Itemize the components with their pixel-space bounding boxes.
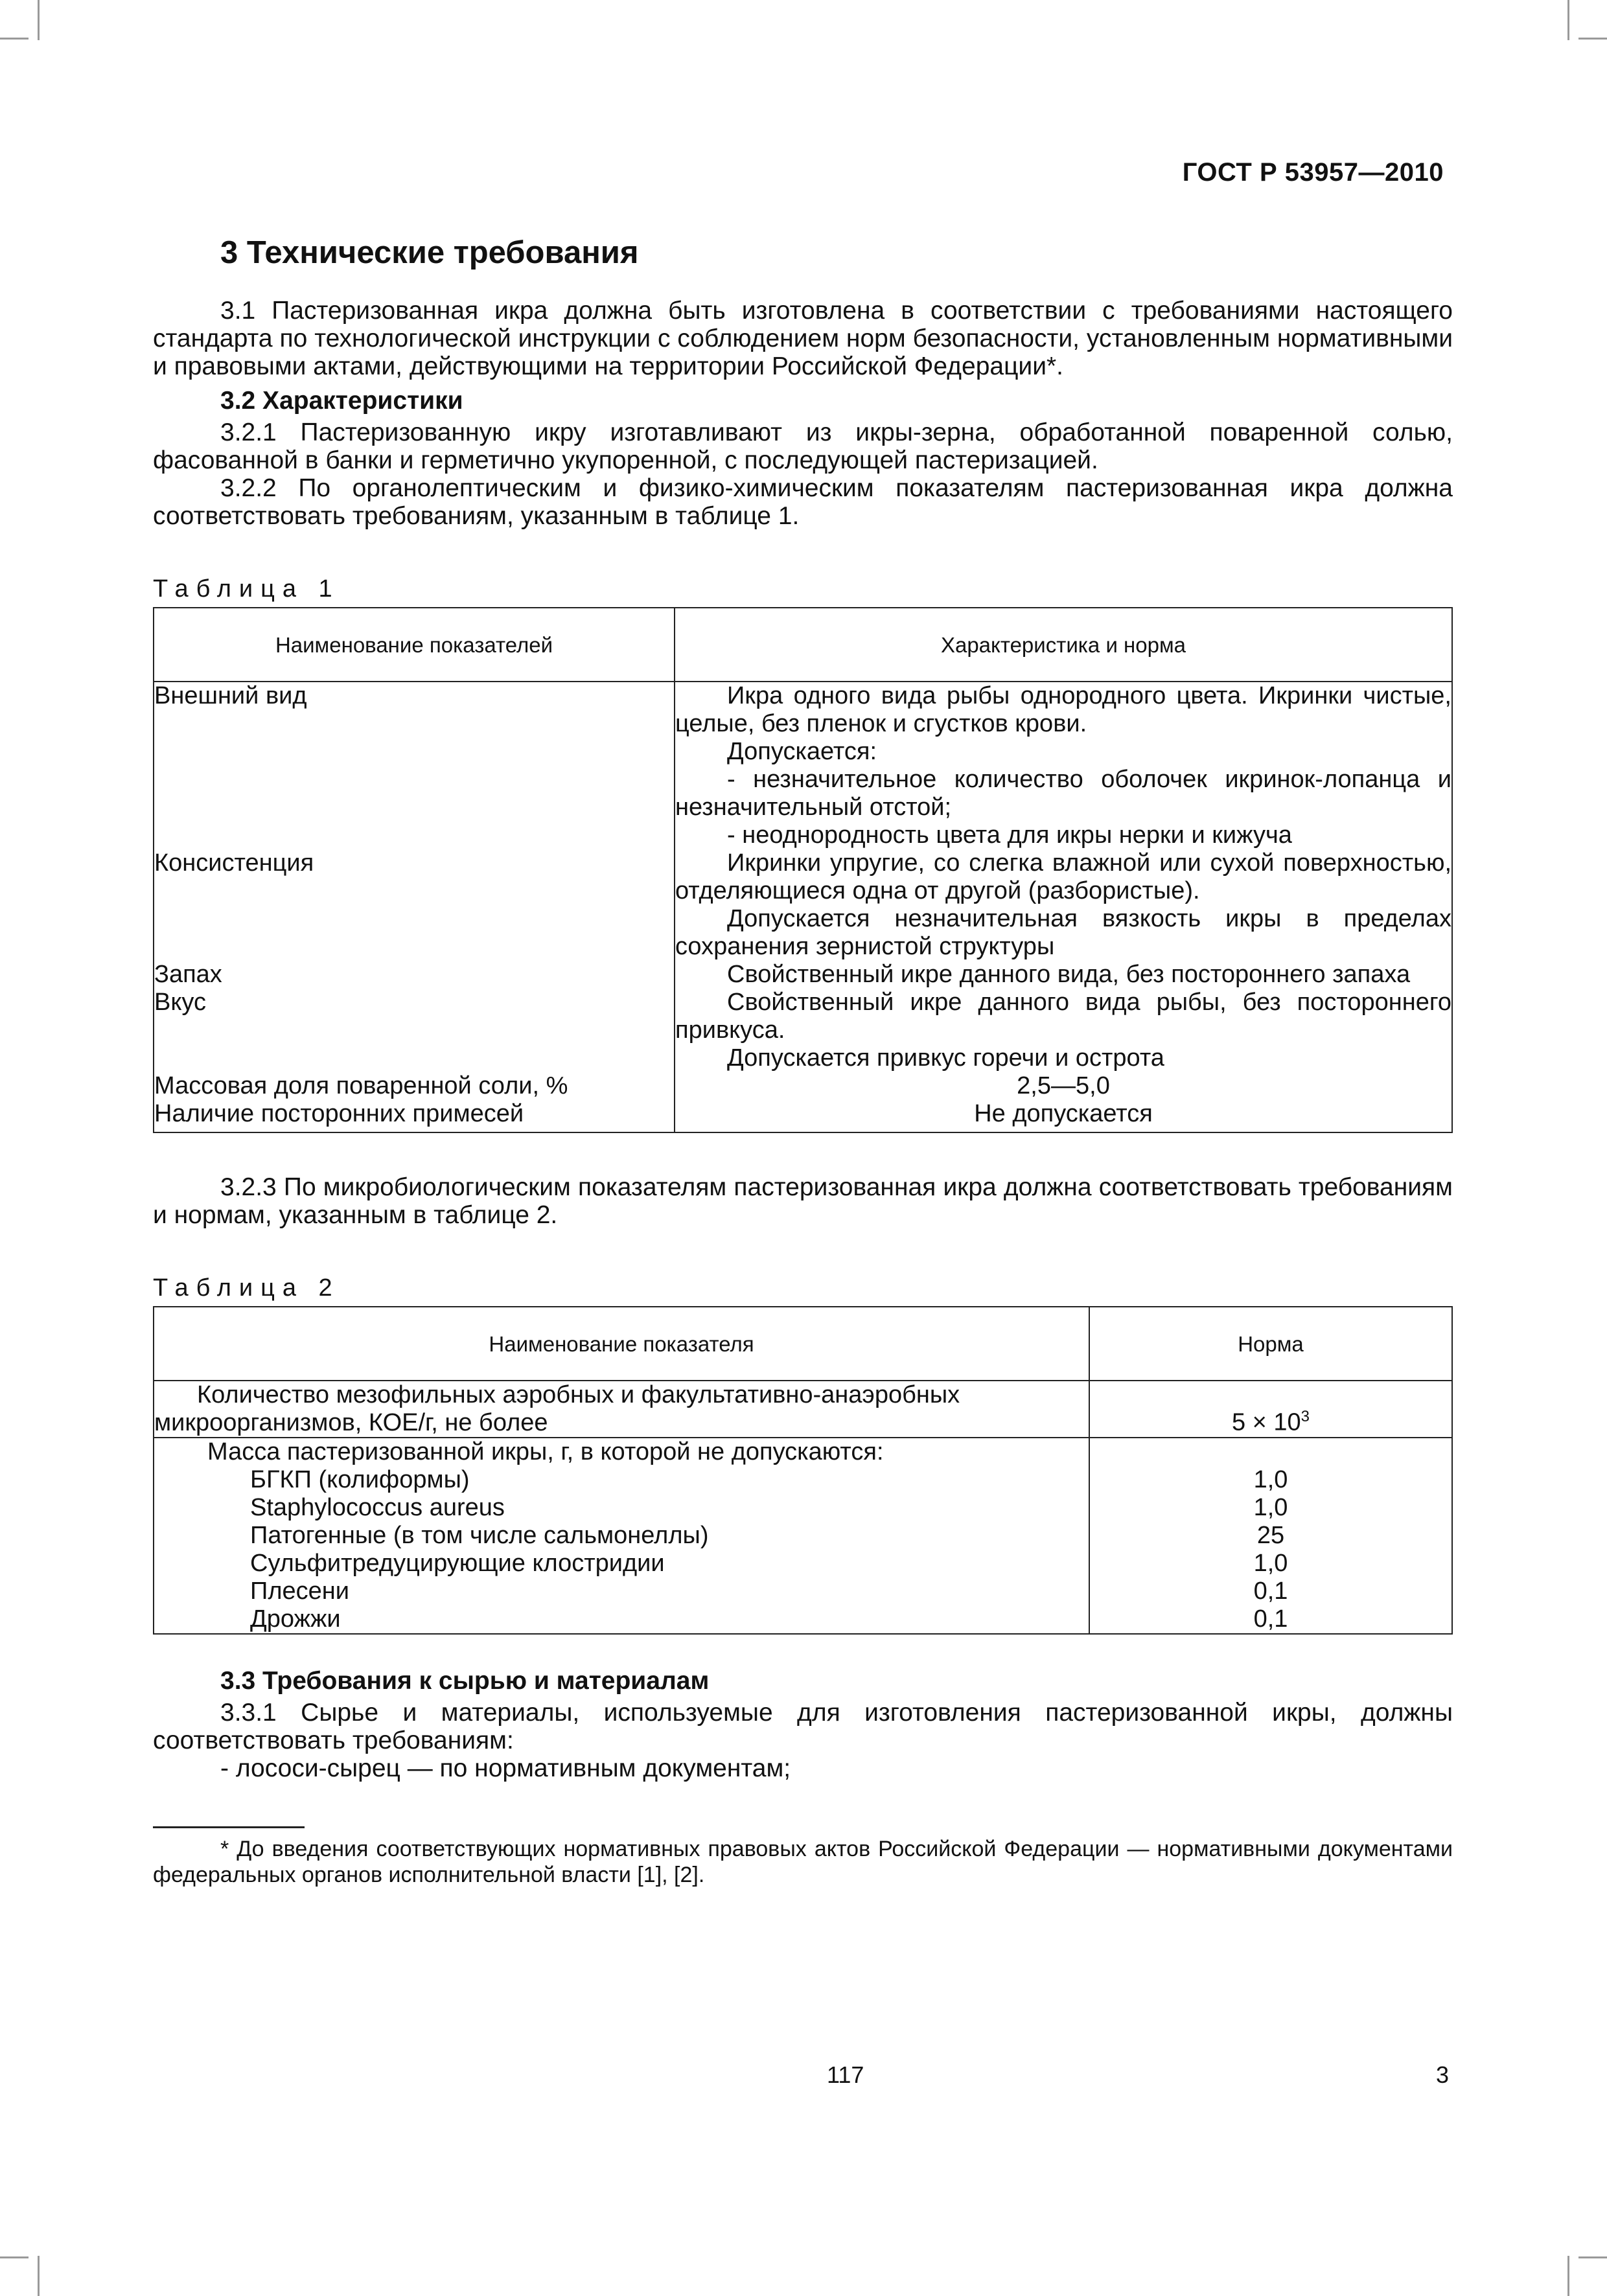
- list-value: 1,0: [1253, 1550, 1288, 1577]
- row-characteristic: [675, 682, 1452, 849]
- row-name: [154, 1438, 1089, 1634]
- footnote-divider: [153, 1826, 305, 1828]
- text-line: Количество мезофильных аэробных и факультативно-анаэробных микроорганизмов, КОЕ/г, не более: [154, 1381, 960, 1436]
- crop-mark: [0, 38, 29, 40]
- table-2: [153, 1306, 1453, 1635]
- table-1: [153, 607, 1453, 1133]
- section-title: 3 Технические требования: [220, 235, 639, 270]
- paragraph-3-3-1: 3.3.1 Сырье и материалы, используемые для изготовления пастеризованной икры, должны соответствовать требованиям:: [153, 1699, 1453, 1754]
- table-row: [154, 1438, 1452, 1634]
- text-line: Масса пастеризованной икры, г, в которой не допускаются:: [207, 1438, 884, 1465]
- document-code: ГОСТ Р 53957—2010: [1182, 158, 1444, 187]
- table-row: [154, 1381, 1452, 1438]
- paragraph-3-2-2: 3.2.2 По органолептическим и физико-химическим показателям пастеризованная икра должна соответствовать требованиям, указанным в таблице 1.: [153, 474, 1453, 530]
- list-value: 1,0: [1253, 1466, 1288, 1493]
- crop-mark: [1578, 38, 1607, 40]
- list-value: 0,1: [1253, 1605, 1288, 1633]
- table-row: [154, 961, 1452, 989]
- paragraph-3-1: 3.1 Пастеризованная икра должна быть изготовлена в соответствии с требованиями настоящего стандарта по технологической инструкции с соблюдением норм безопасности, установленным нормативными и правовыми актами, действующими на территории Российской Федерации*.: [153, 297, 1453, 380]
- text-line: Допускается привкус горечи и острота: [727, 1044, 1164, 1072]
- row-name: Вкус: [154, 989, 675, 1072]
- list-value: 25: [1256, 1522, 1285, 1549]
- list-item: БГКП (колиформы): [250, 1466, 470, 1493]
- text-line: Допускается незначительная вязкость икры в пределах сохранения зернистой структуры: [675, 905, 1451, 960]
- text-line: Допускается:: [727, 738, 877, 765]
- list-value: 0,1: [1253, 1578, 1288, 1605]
- text-line: Свойственный икре данного вида, без постороннего запаха: [727, 961, 1411, 988]
- crop-mark: [38, 0, 40, 40]
- table-2-header-norm: Норма: [1089, 1307, 1452, 1381]
- table-1-caption: Таблица 1: [153, 575, 340, 603]
- crop-mark: [38, 2256, 40, 2296]
- table-2-caption: Таблица 2: [153, 1274, 340, 1302]
- table-row: [154, 1072, 1452, 1100]
- heading-3-2: 3.2 Характеристики: [220, 387, 463, 415]
- row-value: 2,5—5,0: [675, 1072, 1452, 1100]
- text-line: - неоднородность цвета для икры нерки и кижуча: [727, 821, 1292, 849]
- list-item: Staphylococcus aureus: [250, 1494, 505, 1521]
- crop-mark: [1567, 0, 1569, 40]
- page-number: 3: [1435, 2061, 1449, 2088]
- heading-3-3: 3.3 Требования к сырью и материалам: [220, 1667, 710, 1695]
- row-value: [1089, 1438, 1452, 1634]
- value-exponent: 3: [1301, 1408, 1310, 1426]
- page-content: [153, 233, 1453, 1888]
- table-2-header-name: Наименование показателя: [154, 1307, 1089, 1381]
- text-line: Икринки упругие, со слегка влажной или сухой поверхностью, отделяющиеся одна от другой (разбористые).: [675, 849, 1451, 904]
- list-value: 1,0: [1253, 1494, 1288, 1521]
- paragraph-3-2-3: 3.2.3 По микробиологическим показателям пастеризованная икра должна соответствовать требованиям и нормам, указанным в таблице 2.: [153, 1173, 1453, 1229]
- list-item: Дрожжи: [250, 1605, 341, 1633]
- list-item: Плесени: [250, 1578, 349, 1605]
- table-row: [154, 849, 1452, 961]
- footnote: * До введения соответствующих нормативных правовых актов Российской Федерации — нормативными документами федеральных органов исполнительной власти [1], [2].: [153, 1837, 1453, 1887]
- crop-mark: [0, 2256, 29, 2258]
- text-line: Икра одного вида рыбы однородного цвета. Икринки чистые, целые, без пленок и сгустков крови.: [675, 682, 1451, 737]
- list-item: Патогенные (в том числе сальмонеллы): [250, 1522, 709, 1549]
- row-name: Внешний вид: [154, 682, 675, 849]
- page-number-center: 117: [827, 2061, 864, 2088]
- row-name: Запах: [154, 961, 675, 989]
- row-characteristic: [675, 961, 1452, 989]
- crop-mark: [1578, 2256, 1607, 2258]
- table-row: [154, 989, 1452, 1072]
- row-name: Консистенция: [154, 849, 675, 961]
- crop-mark: [1567, 2256, 1569, 2296]
- row-value: Не допускается: [675, 1100, 1452, 1132]
- row-characteristic: [675, 989, 1452, 1072]
- row-characteristic: [675, 849, 1452, 961]
- list-item-raw-material: - лососи-сырец — по нормативным документам;: [220, 1754, 791, 1782]
- table-row: [154, 682, 1452, 849]
- value-base: 5 × 10: [1231, 1409, 1301, 1436]
- row-name: Наличие посторонних примесей: [154, 1100, 675, 1132]
- row-name: [154, 1381, 1089, 1438]
- row-value: [1089, 1381, 1452, 1438]
- table-row: [154, 1100, 1452, 1132]
- paragraph-3-2-1: 3.2.1 Пастеризованную икру изготавливают из икры-зерна, обработанной поваренной солью, фасованной в банки и герметично укупоренной, с последующей пастеризацией.: [153, 419, 1453, 474]
- text-line: - незначительное количество оболочек икринок-лопанца и незначительный отстой;: [675, 766, 1451, 821]
- list-item: Сульфитредуцирующие клостридии: [250, 1550, 665, 1577]
- row-name: Массовая доля поваренной соли, %: [154, 1072, 675, 1100]
- table-1-header-norm: Характеристика и норма: [675, 608, 1452, 682]
- table-1-header-name: Наименование показателей: [154, 608, 675, 682]
- text-line: Свойственный икре данного вида рыбы, без постороннего привкуса.: [675, 989, 1451, 1044]
